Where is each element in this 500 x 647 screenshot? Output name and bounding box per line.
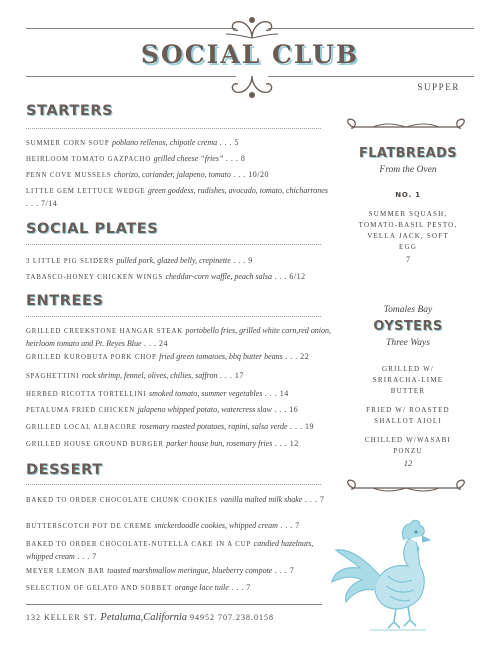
oysters-title: OYSTERS (373, 319, 443, 334)
flatbread-number: NO. 1 (395, 191, 421, 199)
section-title-dessert: DESSERT (26, 462, 103, 478)
menu-item: HERBED RICOTTA TORTELLINI smoked tomato, summer vegetables . . . 14 (26, 389, 289, 398)
bottom-flourish-icon (224, 72, 280, 102)
section-divider (26, 484, 321, 485)
oysters-kicker: Tomales Bay (383, 305, 433, 315)
section-title-entrees: ENTREES (26, 293, 104, 309)
address-footer: 132 KELLER ST. Petaluma,California 94952 707.238.0158 (26, 612, 275, 623)
oyster-way: CHILLED W/WASABI PONZU (364, 436, 452, 455)
restaurant-title: SOCIAL CLUB (140, 40, 360, 69)
flatbreads-subtitle: From the Oven (379, 165, 437, 175)
rooster-icon (330, 506, 460, 632)
header-rule-top-right (268, 28, 474, 29)
flatbread-price: 7 (406, 255, 410, 264)
oysters-subtitle: Three Ways (386, 338, 430, 348)
scroll-ornament-icon (343, 117, 469, 137)
flatbreads-block (343, 146, 473, 264)
menu-item: GRILLED LOCAL ALBACORE rosemary roasted potatoes, rapini, salsa verde . . . 19 (26, 422, 314, 431)
oysters-block (343, 305, 473, 468)
menu-item: SELECTION OF GELATO AND SORBET orange lace tuile . . . 7 (26, 583, 251, 592)
header-rule-bottom (26, 76, 236, 77)
menu-item: GRILLED HOUSE GROUND BURGER parker house bun, rosemary fries . . . 12 (26, 439, 299, 448)
menu-item: SPAGHETTINI rock shrimp, fennel, olives, chilies, saffron . . . 17 (26, 371, 244, 380)
menu-item: PENN COVE MUSSELS chorizo, coriander, jalapeno, tomato . . . 10/20 (26, 170, 270, 179)
section-divider (26, 316, 321, 317)
menu-item: GRILLED KUROBUTA PORK CHOP fried green tomatoes, bbq butter beans . . . 22 (26, 352, 310, 361)
section-divider (26, 128, 321, 129)
menu-item: BAKED TO ORDER CHOCOLATE CHUNK COOKIES vanilla malted milk shake . . . 7 (26, 495, 325, 504)
menu-item: TABASCO-HONEY CHICKEN WINGS cheddar-corn waffle, peach salsa . . . 6/12 (26, 272, 306, 281)
scroll-ornament-icon (343, 478, 469, 498)
header-rule-top (26, 28, 236, 29)
top-flourish-icon (224, 12, 280, 42)
header-rule-bottom-right (268, 76, 474, 77)
section-title-social-plates: SOCIAL PLATES (26, 221, 159, 237)
menu-item: GRILLED CREEKSTONE HANGAR STEAK portobello fries, grilled white corn,red onion, heirloom tomato and Pt. Reyes Blue . . . 24 (26, 326, 332, 348)
oysters-price: 12 (403, 458, 413, 468)
menu-item: BAKED TO ORDER CHOCOLATE-NUTELLA CAKE IN A CUP candied hazelnuts, whipped cream . . . 7 (26, 539, 314, 561)
menu-item: PETALUMA FRIED CHICKEN jalapeno whipped potato, watercress slaw . . . 16 (26, 405, 299, 414)
oyster-way: FRIED W/ ROASTED SHALLOT AIOLI (366, 406, 450, 425)
menu-item: LITTLE GEM LETTUCE WEDGE green goddess, radishes, avocado, tomato, chicharrones . . . 7/14 (26, 186, 328, 208)
menu-item: HEIRLOOM TOMATO GAZPACHO grilled cheese “fries” . . . 8 (26, 154, 246, 163)
section-divider (26, 244, 321, 245)
menu-item: BUTTERSCOTCH POT DE CREME snickerdoodle cookies, whipped cream . . . 7 (26, 521, 300, 530)
menu-item: MEYER LEMON BAR toasted marshmallow meringue, blueberry compote . . . 7 (26, 566, 295, 575)
oyster-way: GRILLED W/ SRIRACHA-LIME BUTTER (372, 365, 444, 395)
section-title-starters: STARTERS (26, 103, 114, 119)
flatbreads-title: FLATBREADS (358, 146, 458, 161)
meal-label: SUPPER (417, 82, 460, 92)
footer-rule (26, 604, 322, 605)
menu-item: 3 LITTLE PIG SLIDERS pulled pork, glazed belly, crepinette . . . 9 (26, 256, 253, 265)
flatbread-description: SUMMER SQUASH, TOMATO-BASIL PESTO, VELLA JACK, SOFT EGG (358, 210, 458, 251)
menu-item: SUMMER CORN SOUP poblano rellenos, chipotle crema . . . 5 (26, 138, 240, 147)
